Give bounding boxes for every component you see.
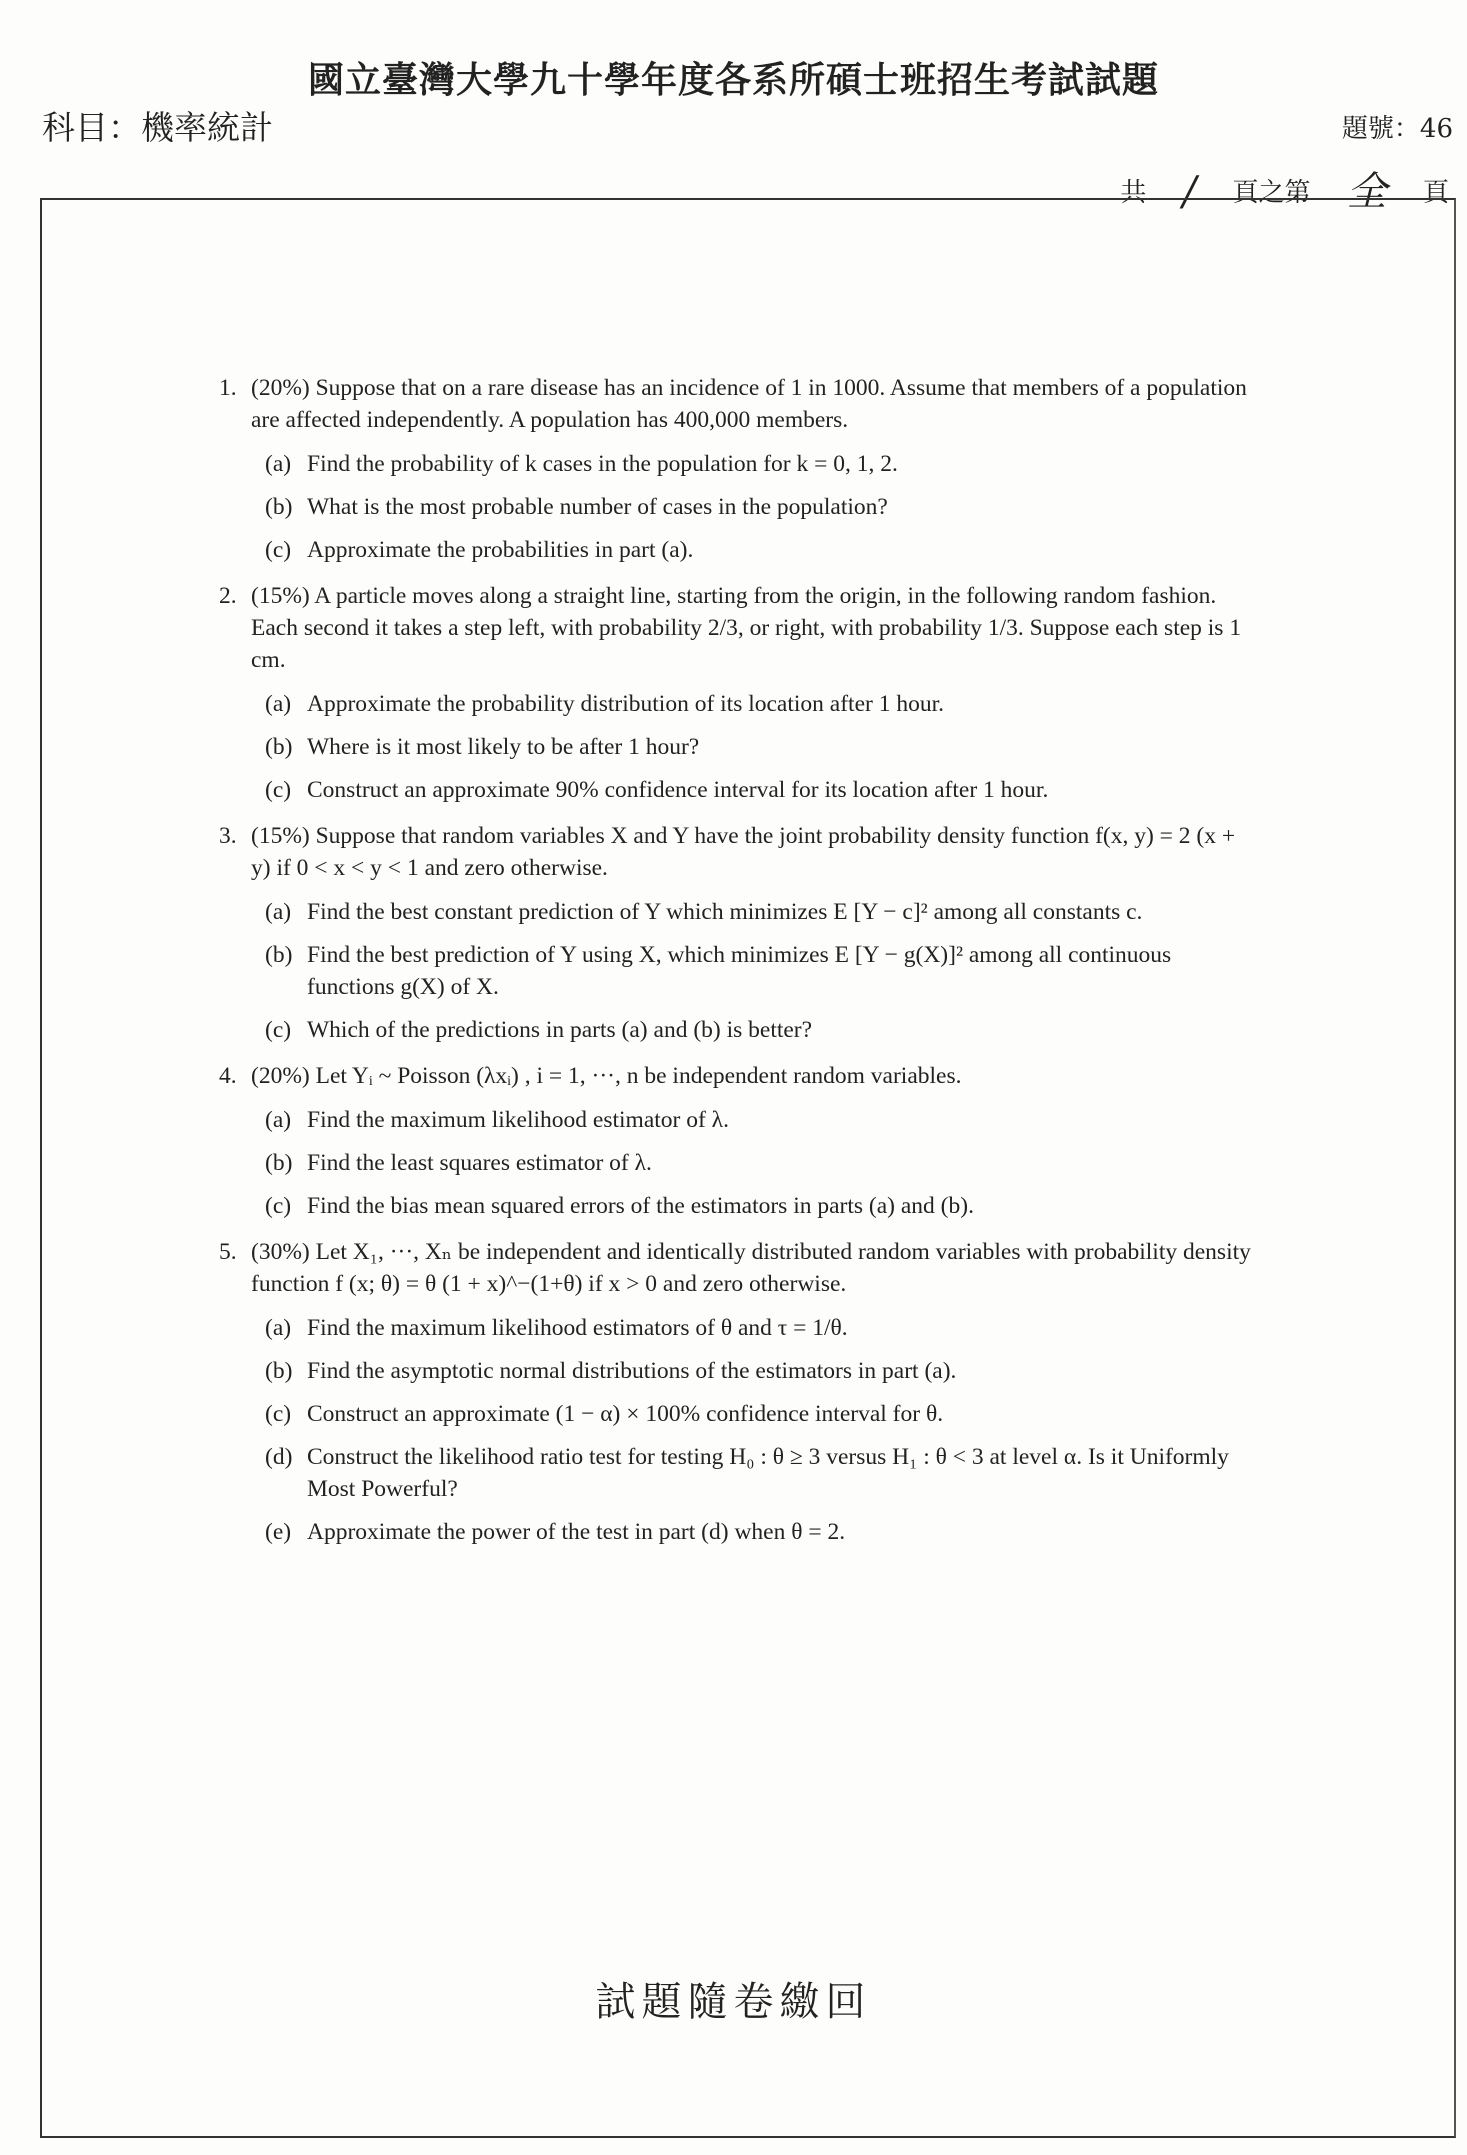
- part-text: Find the bias mean squared errors of the estimators in parts (a) and (b).: [307, 1193, 974, 1219]
- question-part: [251, 1147, 1255, 1179]
- question-number: 題號：46: [1341, 114, 1453, 144]
- question-part: [251, 1104, 1255, 1136]
- question-part: [251, 688, 1255, 720]
- question-number-label: 4.: [219, 1063, 237, 1089]
- part-label: (b): [265, 734, 293, 760]
- part-text: Approximate the probabilities in part (a).: [307, 537, 694, 563]
- part-label: (b): [265, 1150, 293, 1176]
- page-total-handwritten: /: [1182, 169, 1197, 215]
- question-part: [251, 939, 1255, 1003]
- question-part: [251, 534, 1255, 566]
- part-text: Find the maximum likelihood estimator of λ.: [307, 1107, 729, 1133]
- question-part: [251, 1516, 1255, 1548]
- part-label: (a): [265, 451, 292, 477]
- question-stem: (15%) Suppose that random variables X and Y have the joint probability density function f(x, y) = 2 (x + y) if 0 < x < y < 1 and zero otherwise.: [251, 823, 1236, 881]
- question-list: [205, 372, 1255, 1562]
- subject-label: 科目：機率統計: [42, 108, 273, 147]
- question-part: [251, 1355, 1255, 1387]
- question-stem: (20%) Suppose that on a rare disease has an incidence of 1 in 1000. Assume that members of a population are affected independently. A population has 400,000 members.: [251, 375, 1247, 433]
- part-text: Approximate the probability distribution of its location after 1 hour.: [307, 691, 944, 717]
- question-item: [205, 1060, 1255, 1222]
- part-text: Construct an approximate 90% confidence interval for its location after 1 hour.: [307, 777, 1049, 803]
- part-label: (c): [265, 1193, 292, 1219]
- page-mid: 頁之第: [1232, 178, 1311, 208]
- question-stem: (15%) A particle moves along a straight line, starting from the origin, in the following random fashion. Each second it takes a step left, with probability 2/3, or right, with probability 1/3. Suppose each step is 1 cm.: [251, 583, 1242, 673]
- part-text: Where is it most likely to be after 1 hour?: [307, 734, 700, 760]
- question-part: [251, 1014, 1255, 1046]
- part-text: Find the probability of k cases in the population for k = 0, 1, 2.: [307, 451, 898, 477]
- part-text: Construct an approximate (1 − α) × 100% confidence interval for θ.: [307, 1401, 944, 1427]
- part-text: Find the asymptotic normal distributions of the estimators in part (a).: [307, 1358, 957, 1384]
- question-item: [205, 820, 1255, 1046]
- part-label: (c): [265, 537, 292, 563]
- return-notice: 試題隨卷繳回: [595, 1979, 872, 2025]
- page-current-handwritten: 全: [1346, 169, 1387, 215]
- part-text: What is the most probable number of cases in the population?: [307, 494, 888, 520]
- part-text: Construct the likelihood ratio test for testing H₀ : θ ≥ 3 versus H₁ : θ < 3 at level α. Is it Uniformly Most Powerful?: [307, 1444, 1229, 1502]
- question-part: [251, 1190, 1255, 1222]
- part-label: (b): [265, 1358, 293, 1384]
- question-number-label: 1.: [219, 375, 237, 401]
- part-label: (a): [265, 1315, 292, 1341]
- question-part: [251, 448, 1255, 480]
- part-label: (a): [265, 899, 292, 925]
- part-label: (a): [265, 1107, 292, 1133]
- part-label: (a): [265, 691, 292, 717]
- question-part: [251, 1398, 1255, 1430]
- part-label: (c): [265, 777, 292, 803]
- part-label: (b): [265, 942, 293, 968]
- question-item: [205, 580, 1255, 806]
- page-total-prefix: 共: [1120, 178, 1147, 208]
- part-label: (d): [265, 1444, 293, 1470]
- question-item: [205, 372, 1255, 566]
- question-number-label: 2.: [219, 583, 237, 609]
- question-item: [205, 1236, 1255, 1548]
- part-label: (b): [265, 494, 293, 520]
- part-text: Find the best constant prediction of Y which minimizes E [Y − c]² among all constants c.: [307, 899, 1143, 925]
- question-part: [251, 731, 1255, 763]
- question-number-label: 3.: [219, 823, 237, 849]
- part-text: Find the maximum likelihood estimators of θ and τ = 1/θ.: [307, 1315, 848, 1341]
- part-label: (e): [265, 1519, 292, 1545]
- question-part: [251, 896, 1255, 928]
- question-part: [251, 1312, 1255, 1344]
- part-text: Find the best prediction of Y using X, which minimizes E [Y − g(X)]² among all continuous functions g(X) of X.: [307, 942, 1172, 1000]
- exam-title: 國立臺灣大學九十學年度各系所碩士班招生考試試題: [307, 59, 1159, 101]
- question-stem: (30%) Let X₁, ···, Xₙ be independent and identically distributed random variables with probability density function f (x; θ) = θ (1 + x)^−(1+θ) if x > 0 and zero otherwise.: [251, 1239, 1251, 1297]
- question-part: [251, 774, 1255, 806]
- part-text: Approximate the power of the test in part (d) when θ = 2.: [307, 1519, 846, 1545]
- part-label: (c): [265, 1401, 292, 1427]
- page-suffix: 頁: [1422, 178, 1449, 208]
- question-number-label: 5.: [219, 1239, 237, 1265]
- question-stem: (20%) Let Yᵢ ~ Poisson (λxᵢ) , i = 1, ···, n be independent random variables.: [251, 1063, 962, 1089]
- part-text: Which of the predictions in parts (a) and (b) is better?: [307, 1017, 813, 1043]
- question-part: [251, 1441, 1255, 1505]
- part-label: (c): [265, 1017, 292, 1043]
- question-part: [251, 491, 1255, 523]
- part-text: Find the least squares estimator of λ.: [307, 1150, 652, 1176]
